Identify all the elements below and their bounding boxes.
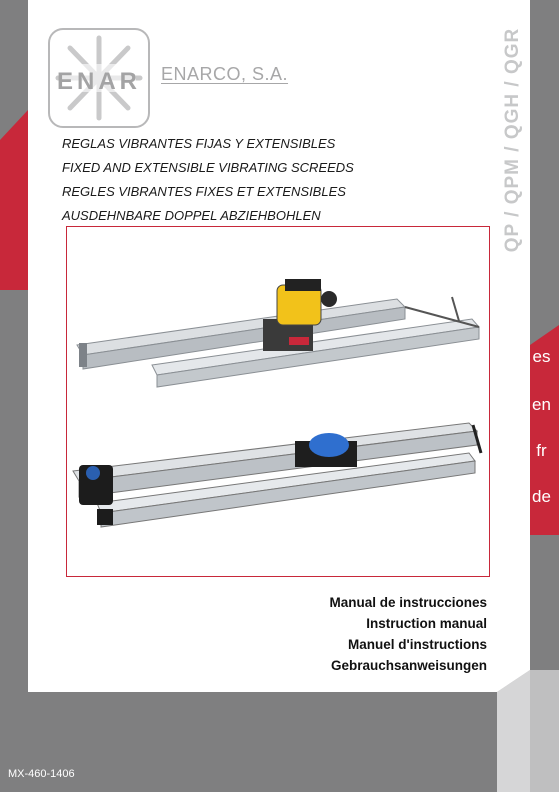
- title-en: FIXED AND EXTENSIBLE VIBRATING SCREEDS: [62, 160, 354, 175]
- title-fr: REGLES VIBRANTES FIXES ET EXTENSIBLES: [62, 184, 346, 199]
- language-de: de: [532, 487, 551, 506]
- language-es: es: [532, 347, 551, 366]
- brand-name: ENARCO, S.A.: [161, 64, 289, 84]
- manual-title-fr: Manuel d'instructions: [348, 637, 487, 652]
- manual-title-de: Gebrauchsanweisungen: [330, 658, 487, 673]
- svg-text:ENAR: ENAR: [56, 68, 142, 95]
- screed-illustration: [67, 227, 489, 576]
- enarco-logo-icon: [48, 28, 150, 128]
- red-accent-triangle: [0, 110, 28, 290]
- language-fr: fr: [536, 441, 547, 460]
- language-tabs: [524, 325, 559, 535]
- title-de: AUSDEHNBARE DOPPEL ABZIEHBOHLEN: [62, 208, 321, 223]
- document-code: MX-460-1406: [8, 768, 75, 780]
- title-es: REGLAS VIBRANTES FIJAS Y EXTENSIBLES: [62, 136, 336, 151]
- electric-screed-image: [73, 423, 481, 527]
- product-titles: [62, 132, 354, 228]
- petrol-screed-image: [77, 279, 479, 387]
- manual-titles: [329, 592, 487, 676]
- language-en: en: [532, 395, 551, 414]
- series-code: QP / QPM / QGH / QGR: [502, 27, 523, 253]
- product-photo-frame: [66, 226, 490, 577]
- manual-title-es: Manual de instrucciones: [329, 595, 487, 610]
- manual-title-en: Instruction manual: [366, 616, 487, 631]
